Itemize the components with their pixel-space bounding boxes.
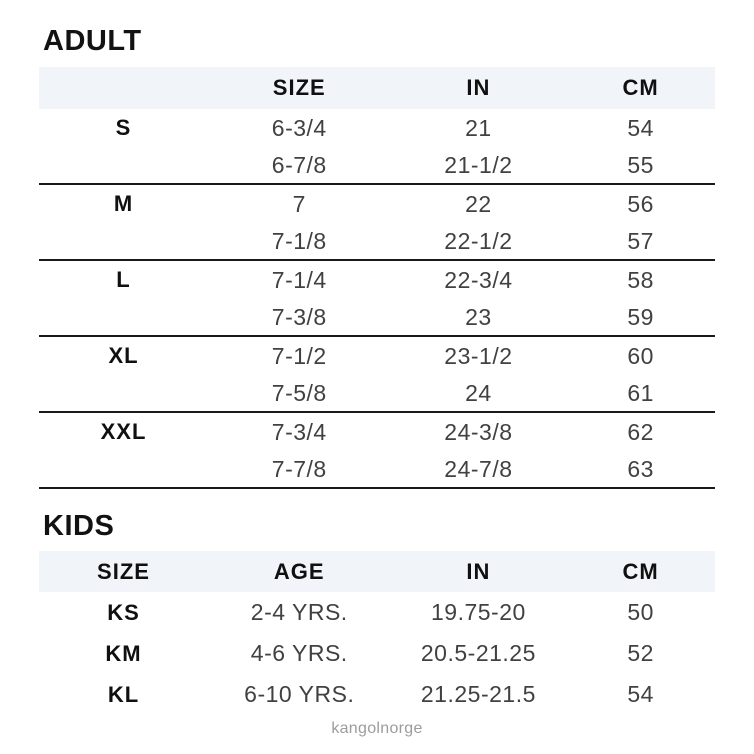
kids-header-in: IN <box>466 558 491 584</box>
inches-cell: 22 <box>465 190 492 217</box>
adult-header-cm: CM <box>622 75 659 100</box>
inches-cell: 24-7/8 <box>444 455 513 482</box>
adult-section-title: ADULT <box>43 25 142 57</box>
table-row <box>39 299 715 337</box>
inches-cell: 22-3/4 <box>444 266 513 293</box>
cm-cell: 62 <box>627 418 654 445</box>
kids-header-size: SIZE <box>97 558 150 584</box>
size-label-cell: XL <box>108 343 139 368</box>
hat-size-cell: 7-1/2 <box>271 342 327 369</box>
inches-cell: 19.75-20 <box>430 599 526 625</box>
size-label-cell: M <box>113 191 134 216</box>
cm-cell: 54 <box>627 114 654 141</box>
table-row <box>39 147 715 185</box>
cm-cell: 60 <box>627 342 654 369</box>
cm-cell: 50 <box>627 599 654 625</box>
cm-cell: 58 <box>627 266 654 293</box>
table-row <box>39 592 715 633</box>
table-row <box>39 633 715 674</box>
cm-cell: 57 <box>627 227 654 254</box>
inches-cell: 21 <box>465 114 492 141</box>
table-row <box>39 223 715 261</box>
cm-cell: 54 <box>627 681 654 707</box>
table-row <box>39 674 715 715</box>
table-row <box>39 109 715 147</box>
cm-cell: 55 <box>627 151 654 178</box>
kids-section-title: KIDS <box>43 510 115 542</box>
age-cell: 4-6 YRS. <box>250 640 348 666</box>
hat-size-cell: 7-1/4 <box>271 266 327 293</box>
size-label-cell: KM <box>105 640 142 666</box>
inches-cell: 24 <box>465 379 492 406</box>
inches-cell: 23 <box>465 303 492 330</box>
hat-size-cell: 7-3/8 <box>271 303 327 330</box>
adult-table-header-row <box>39 67 715 109</box>
inches-cell: 22-1/2 <box>444 227 513 254</box>
kids-header-cm: CM <box>622 558 659 584</box>
size-label-cell: XXL <box>100 419 147 444</box>
hat-size-cell: 7-5/8 <box>271 379 327 406</box>
cm-cell: 52 <box>627 640 654 666</box>
inches-cell: 24-3/8 <box>444 418 513 445</box>
adult-header-in: IN <box>466 75 491 100</box>
inches-cell: 21-1/2 <box>444 151 513 178</box>
kids-header-age: AGE <box>273 558 325 584</box>
cm-cell: 61 <box>627 379 654 406</box>
size-label-cell: L <box>116 267 131 292</box>
cm-cell: 59 <box>627 303 654 330</box>
hat-size-cell: 7-1/8 <box>271 227 327 254</box>
table-row <box>39 261 715 299</box>
cm-cell: 56 <box>627 190 654 217</box>
inches-cell: 23-1/2 <box>444 342 513 369</box>
brand-footer: kangolnorge <box>331 720 423 737</box>
size-label-cell: KS <box>107 599 140 625</box>
cm-cell: 63 <box>627 455 654 482</box>
hat-size-cell: 6-3/4 <box>271 114 327 141</box>
table-row <box>39 375 715 413</box>
inches-cell: 20.5-21.25 <box>420 640 536 666</box>
hat-size-cell: 7-3/4 <box>271 418 327 445</box>
age-cell: 6-10 YRS. <box>244 681 355 707</box>
kids-table-header-row <box>39 551 715 592</box>
age-cell: 2-4 YRS. <box>250 599 348 625</box>
inches-cell: 21.25-21.5 <box>420 681 536 707</box>
table-row <box>39 337 715 375</box>
hat-size-cell: 7-7/8 <box>271 455 327 482</box>
hat-size-cell: 7 <box>292 190 306 217</box>
table-row <box>39 413 715 451</box>
adult-header-size: SIZE <box>272 75 326 100</box>
size-label-cell: KL <box>107 681 140 707</box>
table-row <box>39 451 715 489</box>
kids-size-table <box>39 551 715 715</box>
size-label-cell: S <box>115 115 132 140</box>
table-row <box>39 185 715 223</box>
hat-size-cell: 6-7/8 <box>271 151 327 178</box>
adult-size-table <box>39 67 715 489</box>
